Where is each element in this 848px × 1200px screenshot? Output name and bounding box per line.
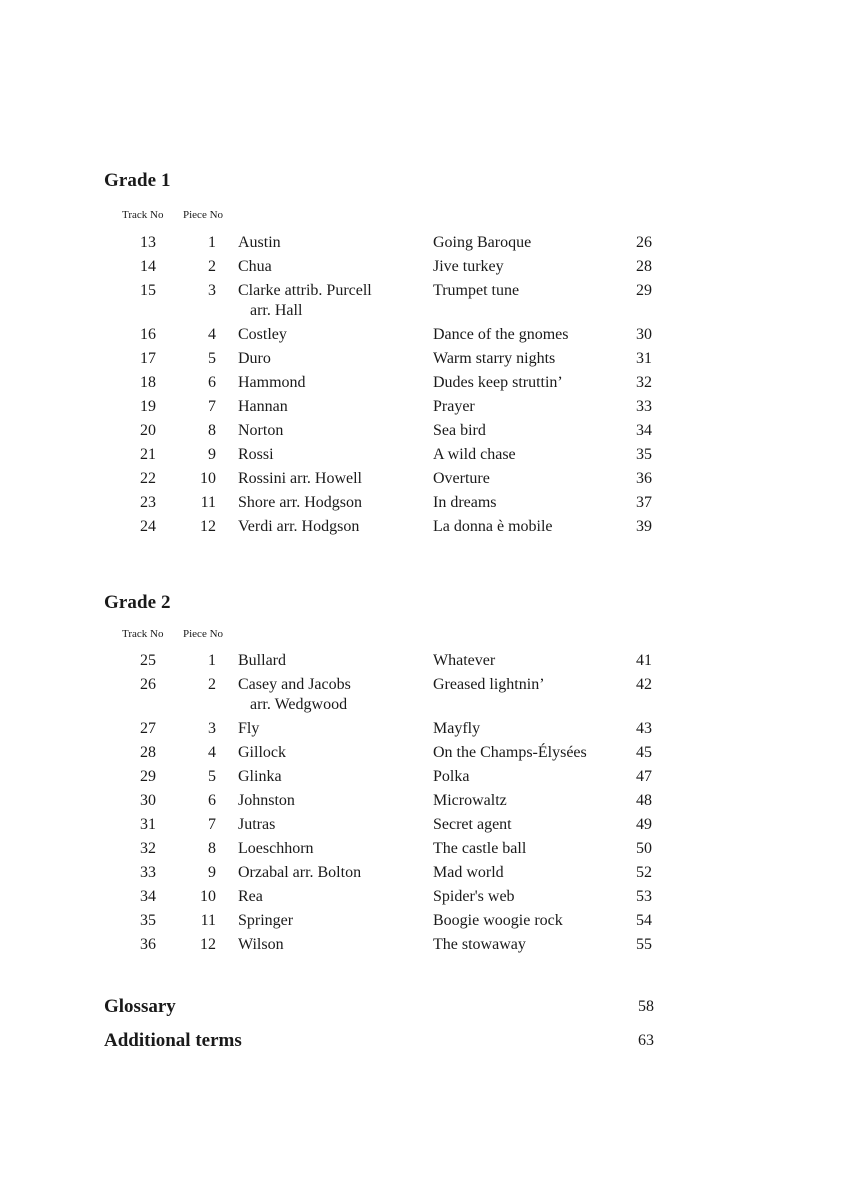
piece-number: 11 [200,912,216,929]
table-row [0,767,848,791]
page-number: 54 [636,912,652,929]
composer: Costley [238,326,287,343]
piece-title: Prayer [433,398,475,415]
composer: Johnston [238,792,295,809]
piece-title: Mayfly [433,720,481,737]
track-number: 26 [140,676,156,693]
composer: Rea [238,888,263,905]
page-number: 45 [636,744,652,761]
piece-title: Boogie woogie rock [433,912,563,929]
composer: Casey and Jacobs [238,676,351,693]
track-number: 28 [140,744,156,761]
grade-1-heading: Grade 1 [104,170,171,191]
piece-number: 4 [208,326,216,343]
table-row [0,719,848,743]
composer: Gillock [238,744,286,761]
track-number: 15 [140,282,156,299]
table-row [0,325,848,349]
track-number: 21 [140,446,156,463]
piece-title: The castle ball [433,840,527,857]
composer: Duro [238,350,271,367]
piece-number: 6 [208,374,216,391]
track-number: 22 [140,470,156,487]
piece-number: 10 [200,470,216,487]
page-number: 52 [636,864,652,881]
table-row [0,839,848,863]
piece-number: 5 [208,350,216,367]
composer: Rossini arr. Howell [238,470,362,487]
table-row [0,887,848,911]
piece-title: Mad world [433,864,504,881]
composer: Bullard [238,652,286,669]
composer: Norton [238,422,284,439]
piece-title: Spider's web [433,888,515,905]
page-number: 26 [636,234,652,251]
composer: Hannan [238,398,288,415]
composer: Rossi [238,446,274,463]
composer: Shore arr. Hodgson [238,494,362,511]
page-number: 49 [636,816,652,833]
piece-title: Dudes keep struttin’ [433,374,563,391]
table-row [0,373,848,397]
composer: Fly [238,720,260,737]
page-number: 43 [636,720,652,737]
glossary-label: Glossary [104,996,176,1017]
page-number: 36 [636,470,652,487]
composer: Jutras [238,816,276,833]
piece-number: 2 [208,676,216,693]
track-number: 17 [140,350,156,367]
page-number: 50 [636,840,652,857]
track-number: 24 [140,518,156,535]
page-number: 48 [636,792,652,809]
table-row [0,911,848,935]
piece-number: 6 [208,792,216,809]
piece-title: Secret agent [433,816,512,833]
table-row [0,233,848,257]
piece-title: A wild chase [433,446,516,463]
table-row [0,675,848,713]
piece-number: 7 [208,398,216,415]
piece-title: Going Baroque [433,234,532,251]
piece-number: 12 [200,936,216,953]
piece-number: 12 [200,518,216,535]
page-number: 34 [636,422,652,439]
page-number: 28 [636,258,652,275]
glossary-page: 58 [638,998,654,1015]
piece-number: 10 [200,888,216,905]
grade-1-col-track: Track No [122,209,164,221]
table-row [0,257,848,281]
track-number: 23 [140,494,156,511]
page-number: 33 [636,398,652,415]
table-row [0,815,848,839]
grade-2-col-track: Track No [122,628,164,640]
table-row [0,469,848,493]
composer: Chua [238,258,272,275]
piece-number: 9 [208,446,216,463]
page-number: 39 [636,518,652,535]
page-number: 55 [636,936,652,953]
composer: Glinka [238,768,282,785]
piece-title: Greased lightnin’ [433,676,545,693]
track-number: 32 [140,840,156,857]
piece-number: 4 [208,744,216,761]
piece-title: The stowaway [433,936,526,953]
composer: Loeschhorn [238,840,314,857]
track-number: 30 [140,792,156,809]
piece-title: Whatever [433,652,496,669]
composer: Clarke attrib. Purcell [238,282,372,299]
table-row [0,791,848,815]
table-row [0,281,848,319]
track-number: 33 [140,864,156,881]
piece-title: On the Champs-Élysées [433,744,587,761]
additional-terms-entry [104,1030,654,1056]
table-row [0,935,848,959]
piece-number: 8 [208,422,216,439]
piece-title: Dance of the gnomes [433,326,569,343]
grade-2-col-piece: Piece No [183,628,224,640]
composer: Orzabal arr. Bolton [238,864,362,881]
track-number: 31 [140,816,156,833]
composer: Verdi arr. Hodgson [238,518,360,535]
table-row [0,493,848,517]
composer: Springer [238,912,294,929]
page-number: 31 [636,350,652,367]
additional-terms-label: Additional terms [104,1030,242,1051]
table-row [0,517,848,541]
track-number: 25 [140,652,156,669]
page-number: 42 [636,676,652,693]
piece-number: 1 [208,234,216,251]
piece-number: 3 [208,720,216,737]
track-number: 27 [140,720,156,737]
piece-title: Overture [433,470,490,487]
piece-title: La donna è mobile [433,518,553,535]
page-number: 29 [636,282,652,299]
grade-2-heading: Grade 2 [104,592,171,613]
piece-title: Polka [433,768,470,785]
piece-number: 9 [208,864,216,881]
piece-number: 5 [208,768,216,785]
piece-title: In dreams [433,494,497,511]
table-row [0,397,848,421]
grade-1-col-piece: Piece No [183,209,224,221]
page-number: 47 [636,768,652,785]
table-row [0,651,848,675]
track-number: 14 [140,258,156,275]
glossary-entry [104,996,654,1022]
piece-number: 7 [208,816,216,833]
track-number: 34 [140,888,156,905]
additional-terms-page: 63 [638,1032,654,1049]
table-row [0,421,848,445]
table-row [0,863,848,887]
track-number: 36 [140,936,156,953]
piece-title: Warm starry nights [433,350,556,367]
piece-number: 2 [208,258,216,275]
composer-continued: arr. Wedgwood [250,696,348,713]
track-number: 13 [140,234,156,251]
piece-title: Microwaltz [433,792,507,809]
page-number: 53 [636,888,652,905]
track-number: 16 [140,326,156,343]
track-number: 19 [140,398,156,415]
piece-number: 11 [200,494,216,511]
page-number: 37 [636,494,652,511]
composer: Austin [238,234,281,251]
composer-continued: arr. Hall [250,302,303,319]
track-number: 35 [140,912,156,929]
page-number: 30 [636,326,652,343]
piece-number: 3 [208,282,216,299]
table-row [0,349,848,373]
table-row [0,445,848,469]
piece-number: 8 [208,840,216,857]
track-number: 29 [140,768,156,785]
piece-title: Trumpet tune [433,282,520,299]
piece-title: Jive turkey [433,258,504,275]
composer: Hammond [238,374,306,391]
page-number: 41 [636,652,652,669]
piece-title: Sea bird [433,422,486,439]
composer: Wilson [238,936,284,953]
track-number: 20 [140,422,156,439]
piece-number: 1 [208,652,216,669]
page-number: 32 [636,374,652,391]
page-number: 35 [636,446,652,463]
table-row [0,743,848,767]
track-number: 18 [140,374,156,391]
